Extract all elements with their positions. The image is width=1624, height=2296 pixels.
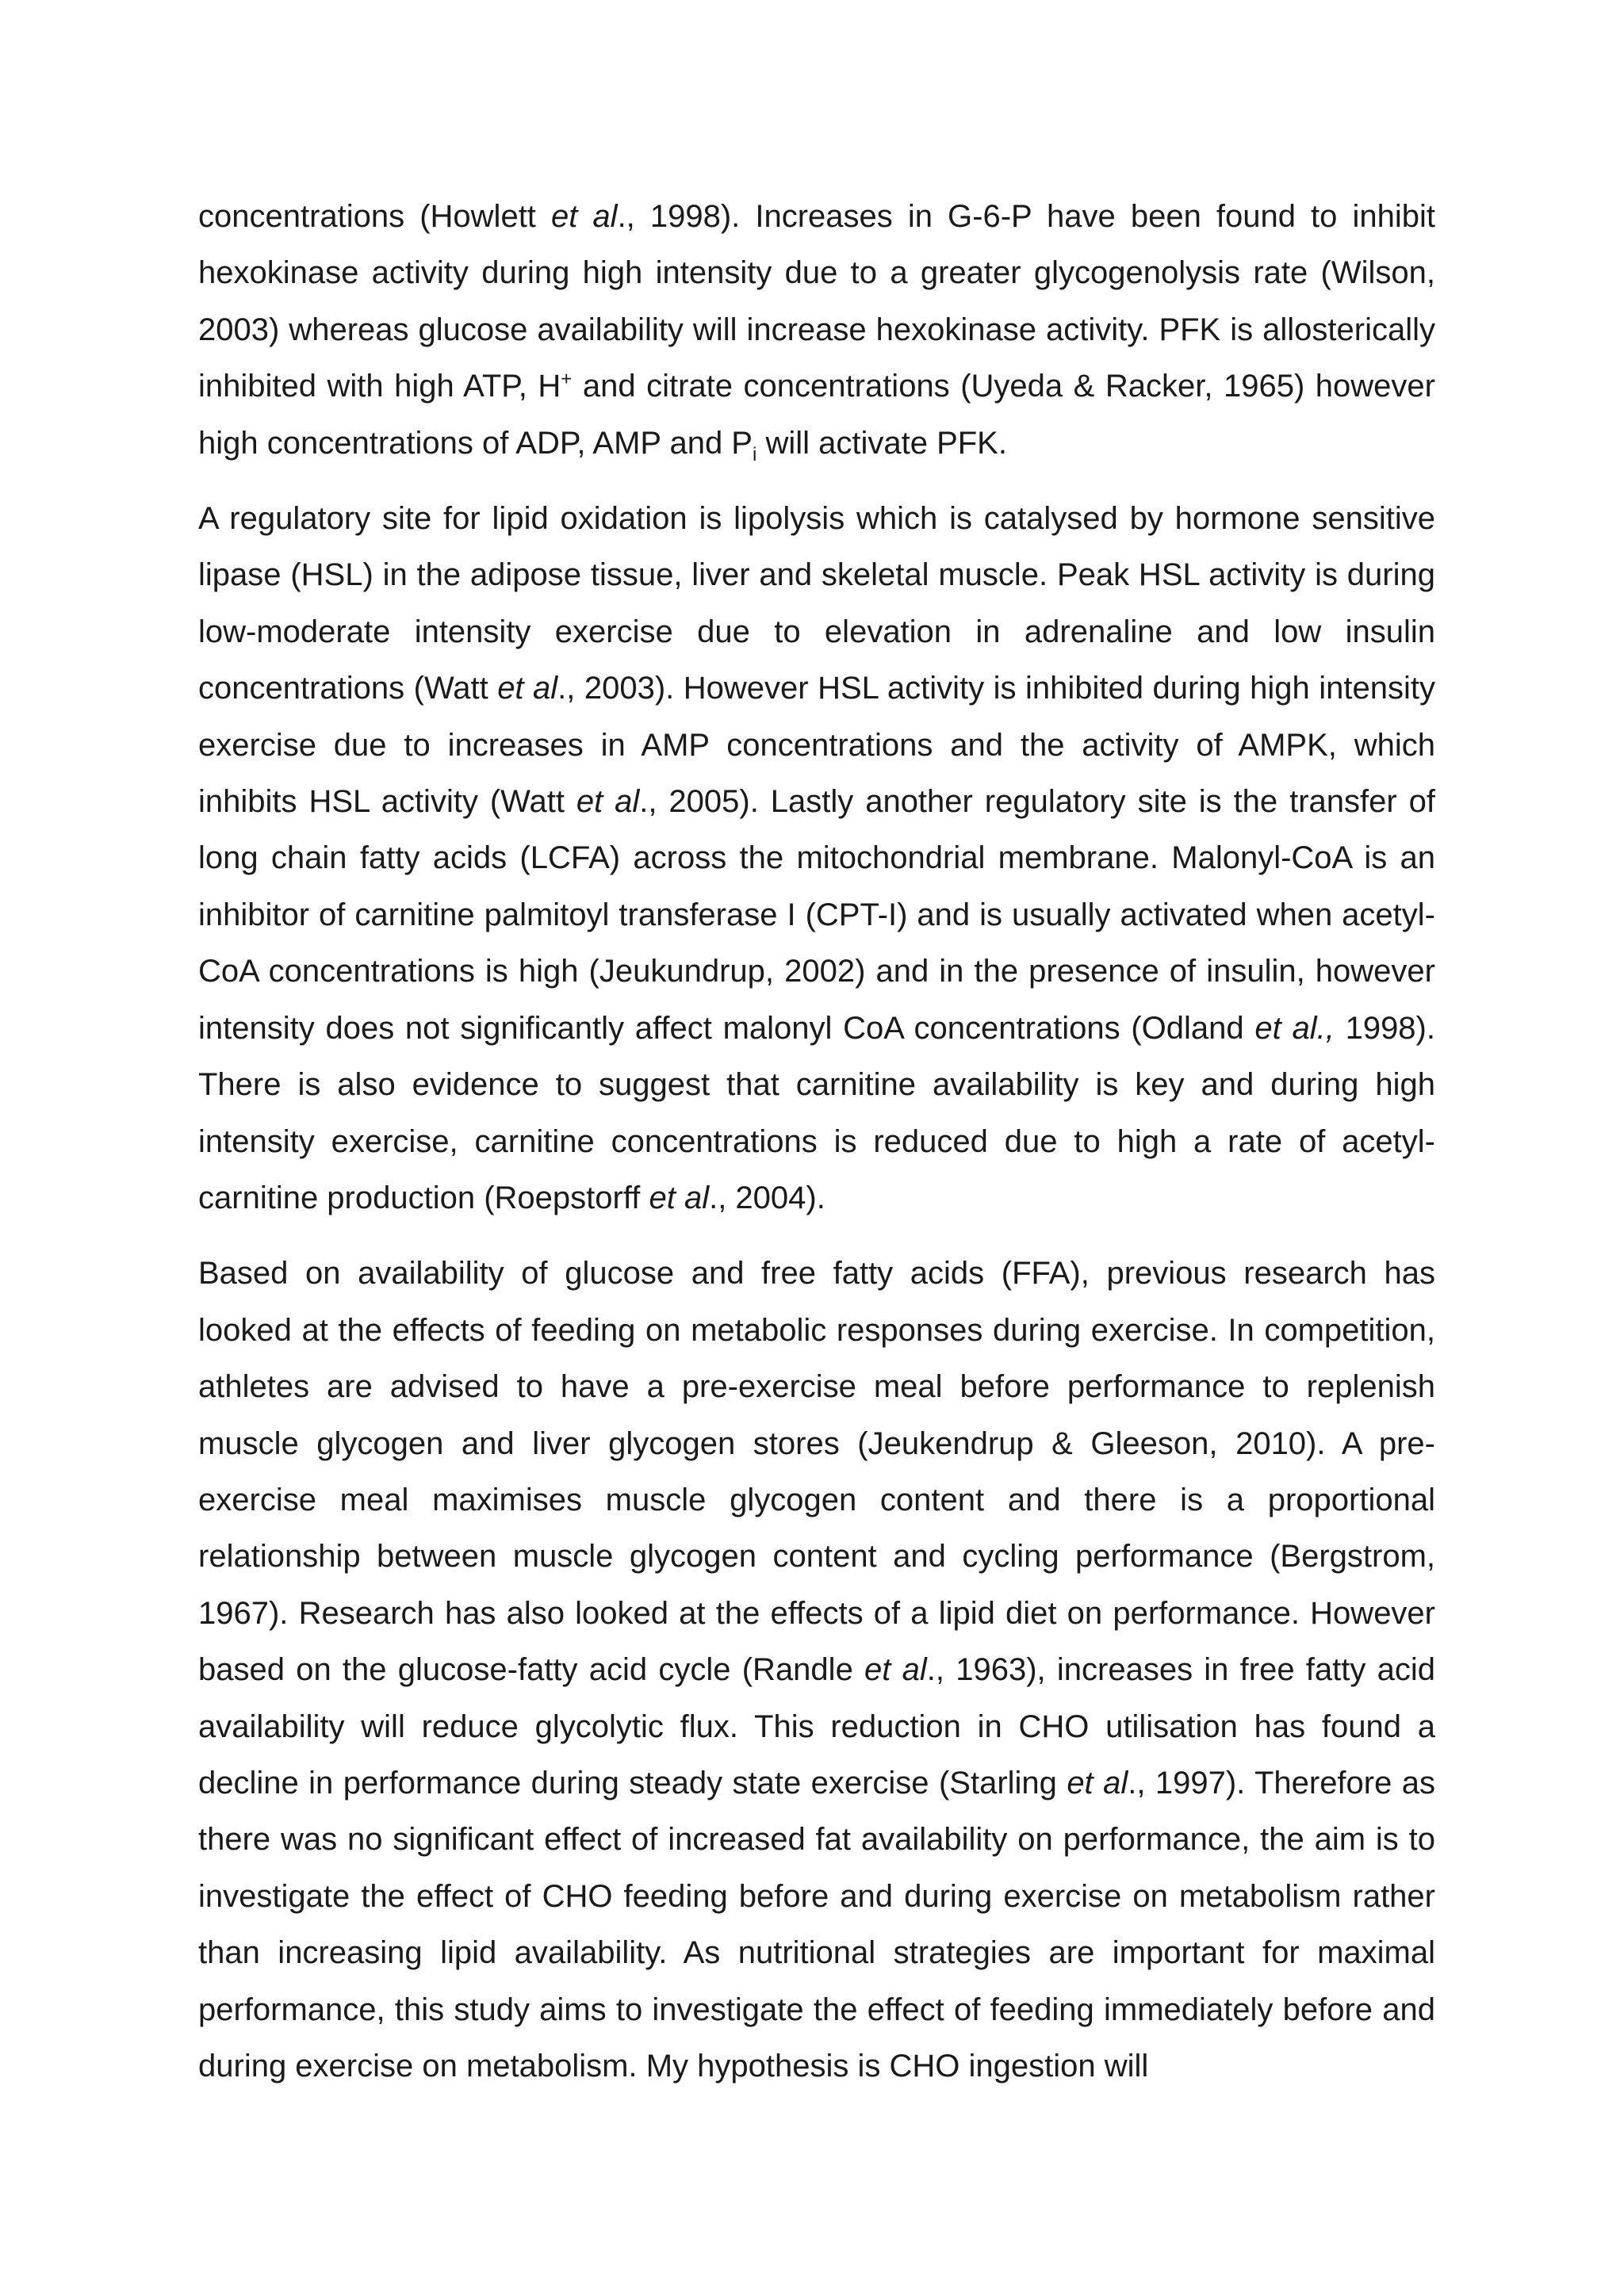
- citation-italic: et al: [649, 1180, 710, 1215]
- citation-italic: et al: [864, 1652, 927, 1688]
- text-run: A regulatory site for lipid oxidation is lipolysis which is catalysed by hormone sensitive lipase (HSL) in the adipose tissue, liver and skeletal muscle. Peak HSL activity is during low-moderate intensity exercise due to elevation in adrenaline and low insulin concentrations (Watt: [198, 501, 1435, 706]
- text-run: ., 1963), increases in free fatty acid availability will reduce glycolytic flux. This reduction in CHO utilisation has found a decline in performance during steady state exercise (Starling: [198, 1652, 1436, 1800]
- citation-italic: et al: [576, 784, 640, 820]
- text-run: 1998). There is also evidence to suggest that carnitine availability is key and during high intensity exercise, carnitine concentrations is reduced due to high a rate of acetyl-carnitine production (Roepstorff: [198, 1010, 1435, 1215]
- text-run: ., 1997). Therefore as there was no significant effect of increased fat availability on performance, the aim is to investigate the effect of CHO feeding before and during exercise on metabolism rather than increasing lipid availability. As nutritional strategies are important for maximal performance, this study aims to investigate the effect of feeding immediately before and during exercise on metabolism. My hypothesis is CHO ingestion will: [198, 1765, 1436, 2084]
- citation-italic: et al: [497, 671, 558, 706]
- text-run: ., 2004).: [709, 1180, 825, 1215]
- citation-italic: et al: [1067, 1765, 1128, 1800]
- paragraph-feeding-hypothesis: [198, 1246, 1435, 2095]
- text-run: ., 1998). Increases in G-6-P have been found to inhibit hexokinase activity during high intensity due to a greater glycogenolysis rate (Wilson, 2003) whereas glucose availability will increase hexokinase activity. PFK is allosterically inhibited with high ATP, H: [198, 199, 1435, 404]
- text-run: will activate PFK.: [756, 425, 1007, 461]
- paragraph-lipid-oxidation: [198, 491, 1435, 1226]
- document-page: [198, 189, 1435, 2114]
- subscript: i: [752, 443, 757, 465]
- text-run: ., 2003). However HSL activity is inhibited during high intensity exercise due to increases in AMP concentrations and the activity of AMPK, which inhibits HSL activity (Watt: [198, 671, 1436, 820]
- text-run: Based on availability of glucose and free fatty acids (FFA), previous research has looked at the effects of feeding on metabolic responses during exercise. In competition, athletes are advised to have a pre-exercise meal before performance to replenish muscle glycogen and liver glycogen stores (Jeukendrup & Gleeson, 2010). A pre-exercise meal maximises muscle glycogen content and there is a proportional relationship between muscle glycogen content and cycling performance (Bergstrom, 1967). Research has also looked at the effects of a lipid diet on performance. However based on the glucose-fatty acid cycle (Randle: [198, 1256, 1435, 1688]
- citation-italic: et al.,: [1254, 1010, 1335, 1046]
- text-run: ., 2005). Lastly another regulatory site is the transfer of long chain fatty acids (LCFA) across the mitochondrial membrane. Malonyl-CoA is an inhibitor of carnitine palmitoyl transferase I (CPT-I) and is usually activated when acetyl-CoA concentrations is high (Jeukundrup, 2002) and in the presence of insulin, however intensity does not significantly affect malonyl CoA concentrations (Odland: [198, 784, 1435, 1046]
- citation-italic: et al: [551, 199, 618, 234]
- text-run: concentrations (Howlett: [198, 199, 551, 234]
- text-run: and citrate concentrations (Uyeda & Racker, 1965) however high concentrations of ADP, AMP and P: [198, 369, 1435, 461]
- superscript: +: [561, 368, 573, 390]
- paragraph-glycolysis-regulation: [198, 189, 1435, 472]
